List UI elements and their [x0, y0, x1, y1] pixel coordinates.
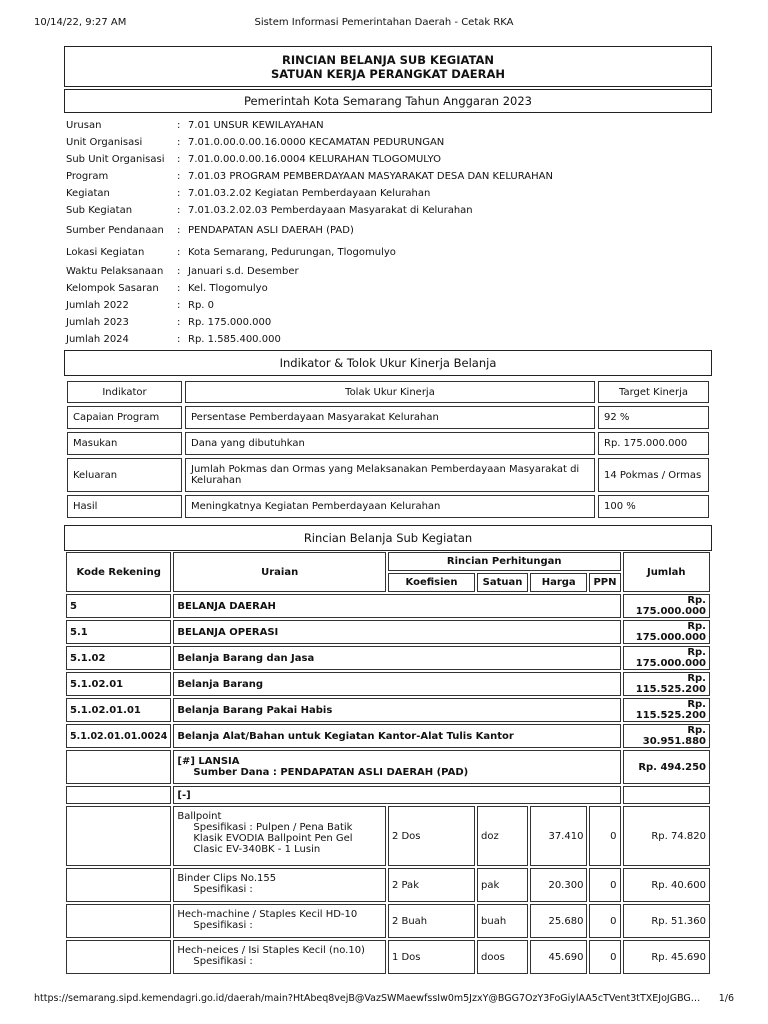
header-perhitungan: Rincian Perhitungan: [388, 552, 621, 571]
indicator-name: Hasil: [67, 495, 182, 518]
item-row: [66, 940, 710, 974]
account-row: [66, 724, 710, 748]
item-harga: 25.680: [530, 904, 588, 938]
government-year: Pemerintah Kota Semarang Tahun Anggaran 2023: [64, 89, 712, 113]
info-row: [66, 315, 706, 332]
account-name: Belanja Barang: [173, 672, 620, 696]
item-ppn: 0: [589, 806, 620, 866]
info-colon: :: [177, 154, 181, 165]
account-code: 5.1: [66, 620, 171, 644]
info-label: Waktu Pelaksanaan: [66, 266, 164, 277]
account-name: Belanja Barang Pakai Habis: [173, 698, 620, 722]
indicator-row: [67, 458, 709, 492]
info-label: Jumlah 2022: [66, 300, 129, 311]
info-row: [66, 169, 706, 186]
header-ppn: PPN: [589, 573, 620, 592]
indicator-header: Target Kinerja: [598, 381, 709, 403]
account-row: [66, 594, 710, 618]
item-jumlah: Rp. 40.600: [623, 868, 711, 902]
account-total: Rp. 175.000.000: [623, 594, 711, 618]
info-row: [66, 203, 706, 220]
indicator-measure: Dana yang dibutuhkan: [185, 432, 595, 455]
account-row: [66, 672, 710, 696]
info-value: 7.01 UNSUR KEWILAYAHAN: [188, 120, 324, 131]
group-description: [173, 750, 620, 784]
print-page-title: Sistem Informasi Pemerintahan Daerah - Cetak RKA: [254, 17, 514, 28]
indicator-measure: Meningkatnya Kegiatan Pemberdayaan Kelurahan: [185, 495, 595, 518]
rincian-header-row: [66, 552, 710, 571]
indicator-name: Keluaran: [67, 458, 182, 492]
header-satuan: Satuan: [477, 573, 528, 592]
account-name: Belanja Alat/Bahan untuk Kegiatan Kantor-Alat Tulis Kantor: [173, 724, 620, 748]
info-label: Lokasi Kegiatan: [66, 247, 145, 258]
item-code: [66, 868, 171, 902]
account-row: [66, 620, 710, 644]
group-title: [#] LANSIA: [177, 756, 240, 767]
item-code: [66, 904, 171, 938]
item-ppn: 0: [589, 940, 620, 974]
subgroup-label: [-]: [173, 786, 620, 804]
item-jumlah: Rp. 74.820: [623, 806, 711, 866]
item-harga: 45.690: [530, 940, 588, 974]
indicator-row: [67, 406, 709, 429]
group-total: Rp. 494.250: [623, 750, 711, 784]
account-total: Rp. 175.000.000: [623, 620, 711, 644]
item-code: [66, 806, 171, 866]
info-value: Kel. Tlogomulyo: [188, 283, 268, 294]
header-uraian: Uraian: [173, 552, 386, 592]
header-koefisien: Koefisien: [388, 573, 475, 592]
info-label: Sub Unit Organisasi: [66, 154, 165, 165]
info-row: [66, 264, 706, 281]
print-footer: [34, 993, 734, 1007]
indicator-name: Masukan: [67, 432, 182, 455]
indicator-table: [64, 378, 712, 521]
item-spec: Spesifikasi :: [193, 884, 253, 895]
account-name: BELANJA DAERAH: [173, 594, 620, 618]
item-name: Hech-machine / Staples Kecil HD-10: [177, 909, 358, 920]
page-number: 1/6: [718, 993, 734, 1004]
indicator-name: Capaian Program: [67, 406, 182, 429]
info-value: PENDAPATAN ASLI DAERAH (PAD): [188, 225, 354, 236]
item-satuan: pak: [477, 868, 528, 902]
info-value: 7.01.0.00.0.00.16.0004 KELURAHAN TLOGOMULYO: [188, 154, 441, 165]
item-satuan: doos: [477, 940, 528, 974]
info-value: 7.01.0.00.0.00.16.0000 KECAMATAN PEDURUNGAN: [188, 137, 445, 148]
info-value: Rp. 0: [188, 300, 215, 311]
info-value: 7.01.03.2.02 Kegiatan Pemberdayaan Kelurahan: [188, 188, 431, 199]
item-row: [66, 806, 710, 866]
account-total: Rp. 115.525.200: [623, 698, 711, 722]
header-jumlah: Jumlah: [623, 552, 711, 592]
info-row: [66, 281, 706, 298]
info-colon: :: [177, 266, 181, 277]
item-harga: 20.300: [530, 868, 588, 902]
info-label: Urusan: [66, 120, 102, 131]
header-harga: Harga: [530, 573, 588, 592]
info-colon: :: [177, 137, 181, 148]
info-label: Unit Organisasi: [66, 137, 143, 148]
info-colon: :: [177, 283, 181, 294]
account-code: 5.1.02: [66, 646, 171, 670]
indicator-row: [67, 495, 709, 518]
item-description: [173, 806, 386, 866]
header-kode: Kode Rekening: [66, 552, 171, 592]
info-row: [66, 152, 706, 169]
info-colon: :: [177, 205, 181, 216]
info-value: Rp. 175.000.000: [188, 317, 272, 328]
info-row: [66, 186, 706, 203]
info-row: [66, 135, 706, 152]
item-name: Ballpoint: [177, 811, 222, 822]
item-description: [173, 868, 386, 902]
info-value: Rp. 1.585.400.000: [188, 334, 281, 345]
info-value: 7.01.03.2.02.03 Pemberdayaan Masyarakat di Kelurahan: [188, 205, 473, 216]
indicator-target: Rp. 175.000.000: [598, 432, 709, 455]
account-name: Belanja Barang dan Jasa: [173, 646, 620, 670]
item-spec: Spesifikasi : Pulpen / Pena Batik Klasik EVODIA Ballpoint Pen Gel Clasic EV-340BK - 1 Lusin: [193, 822, 353, 855]
info-colon: :: [177, 188, 181, 199]
item-row: [66, 868, 710, 902]
subgroup-total: [623, 786, 711, 804]
item-code: [66, 940, 171, 974]
subgroup-code: [66, 786, 171, 804]
item-harga: 37.410: [530, 806, 588, 866]
info-value: Januari s.d. Desember: [188, 266, 299, 277]
indicator-row: [67, 432, 709, 455]
item-satuan: doz: [477, 806, 528, 866]
info-label: Sub Kegiatan: [66, 205, 133, 216]
indicator-section-title: Indikator & Tolok Ukur Kinerja Belanja: [64, 350, 712, 376]
info-colon: :: [177, 225, 181, 236]
account-total: Rp. 115.525.200: [623, 672, 711, 696]
subgroup-row: [66, 786, 710, 804]
info-row: [66, 332, 706, 349]
item-description: [173, 904, 386, 938]
info-colon: :: [177, 120, 181, 131]
account-name: BELANJA OPERASI: [173, 620, 620, 644]
item-ppn: 0: [589, 868, 620, 902]
info-colon: :: [177, 247, 181, 258]
item-koefisien: 1 Dos: [388, 940, 475, 974]
account-total: Rp. 30.951.880: [623, 724, 711, 748]
indicator-target: 100 %: [598, 495, 709, 518]
info-row: [66, 223, 706, 240]
item-koefisien: 2 Dos: [388, 806, 475, 866]
group-code: [66, 750, 171, 784]
info-label: Kelompok Sasaran: [66, 283, 159, 294]
document-title-line1: RINCIAN BELANJA SUB KEGIATAN: [281, 53, 495, 67]
item-spec: Spesifikasi :: [193, 920, 253, 931]
item-description: [173, 940, 386, 974]
account-code: 5.1.02.01.01.0024: [66, 724, 171, 748]
info-colon: :: [177, 317, 181, 328]
account-total: Rp. 175.000.000: [623, 646, 711, 670]
info-label: Jumlah 2024: [66, 334, 129, 345]
account-code: 5: [66, 594, 171, 618]
account-row: [66, 646, 710, 670]
item-koefisien: 2 Buah: [388, 904, 475, 938]
indicator-measure: Persentase Pemberdayaan Masyarakat Kelurahan: [185, 406, 595, 429]
info-label: Kegiatan: [66, 188, 110, 199]
account-row: [66, 698, 710, 722]
indicator-target: 14 Pokmas / Ormas: [598, 458, 709, 492]
info-colon: :: [177, 334, 181, 345]
rincian-table: [64, 550, 712, 976]
info-value: Kota Semarang, Pedurungan, Tlogomulyo: [188, 247, 396, 258]
document-title-line2: SATUAN KERJA PERANGKAT DAERAH: [270, 67, 505, 81]
info-colon: :: [177, 300, 181, 311]
indicator-target: 92 %: [598, 406, 709, 429]
info-row: [66, 245, 706, 262]
item-jumlah: Rp. 51.360: [623, 904, 711, 938]
indicator-header: Indikator: [67, 381, 182, 403]
item-name: Binder Clips No.155: [177, 873, 277, 884]
item-jumlah: Rp. 45.690: [623, 940, 711, 974]
account-code: 5.1.02.01.01: [66, 698, 171, 722]
item-row: [66, 904, 710, 938]
document-title: [64, 46, 712, 87]
info-label: Sumber Pendanaan: [66, 225, 164, 236]
item-ppn: 0: [589, 904, 620, 938]
indicator-header-row: [67, 381, 709, 403]
info-label: Program: [66, 171, 109, 182]
item-koefisien: 2 Pak: [388, 868, 475, 902]
group-source: Sumber Dana : PENDAPATAN ASLI DAERAH (PAD): [193, 767, 469, 778]
print-header: [34, 17, 734, 31]
info-row: [66, 118, 706, 135]
info-row: [66, 298, 706, 315]
info-list: [66, 118, 706, 349]
print-datetime: 10/14/22, 9:27 AM: [34, 17, 127, 28]
info-label: Jumlah 2023: [66, 317, 129, 328]
item-spec: Spesifikasi :: [193, 956, 253, 967]
rincian-section-title: Rincian Belanja Sub Kegiatan: [64, 525, 712, 551]
item-satuan: buah: [477, 904, 528, 938]
print-url[interactable]: https://semarang.sipd.kemendagri.go.id/daerah/main?HtAbeq8vejB@VazSWMaewfssIw0m5JzxY@BGG7OzY3FoGiylAA5cTVent3tTXEJoJGBG…: [34, 993, 701, 1004]
group-row: [66, 750, 710, 784]
account-code: 5.1.02.01: [66, 672, 171, 696]
item-name: Hech-neices / Isi Staples Kecil (no.10): [177, 945, 365, 956]
indicator-header: Tolak Ukur Kinerja: [185, 381, 595, 403]
indicator-measure: Jumlah Pokmas dan Ormas yang Melaksanakan Pemberdayaan Masyarakat di Kelurahan: [185, 458, 595, 492]
info-colon: :: [177, 171, 181, 182]
info-value: 7.01.03 PROGRAM PEMBERDAYAAN MASYARAKAT DESA DAN KELURAHAN: [188, 171, 553, 182]
